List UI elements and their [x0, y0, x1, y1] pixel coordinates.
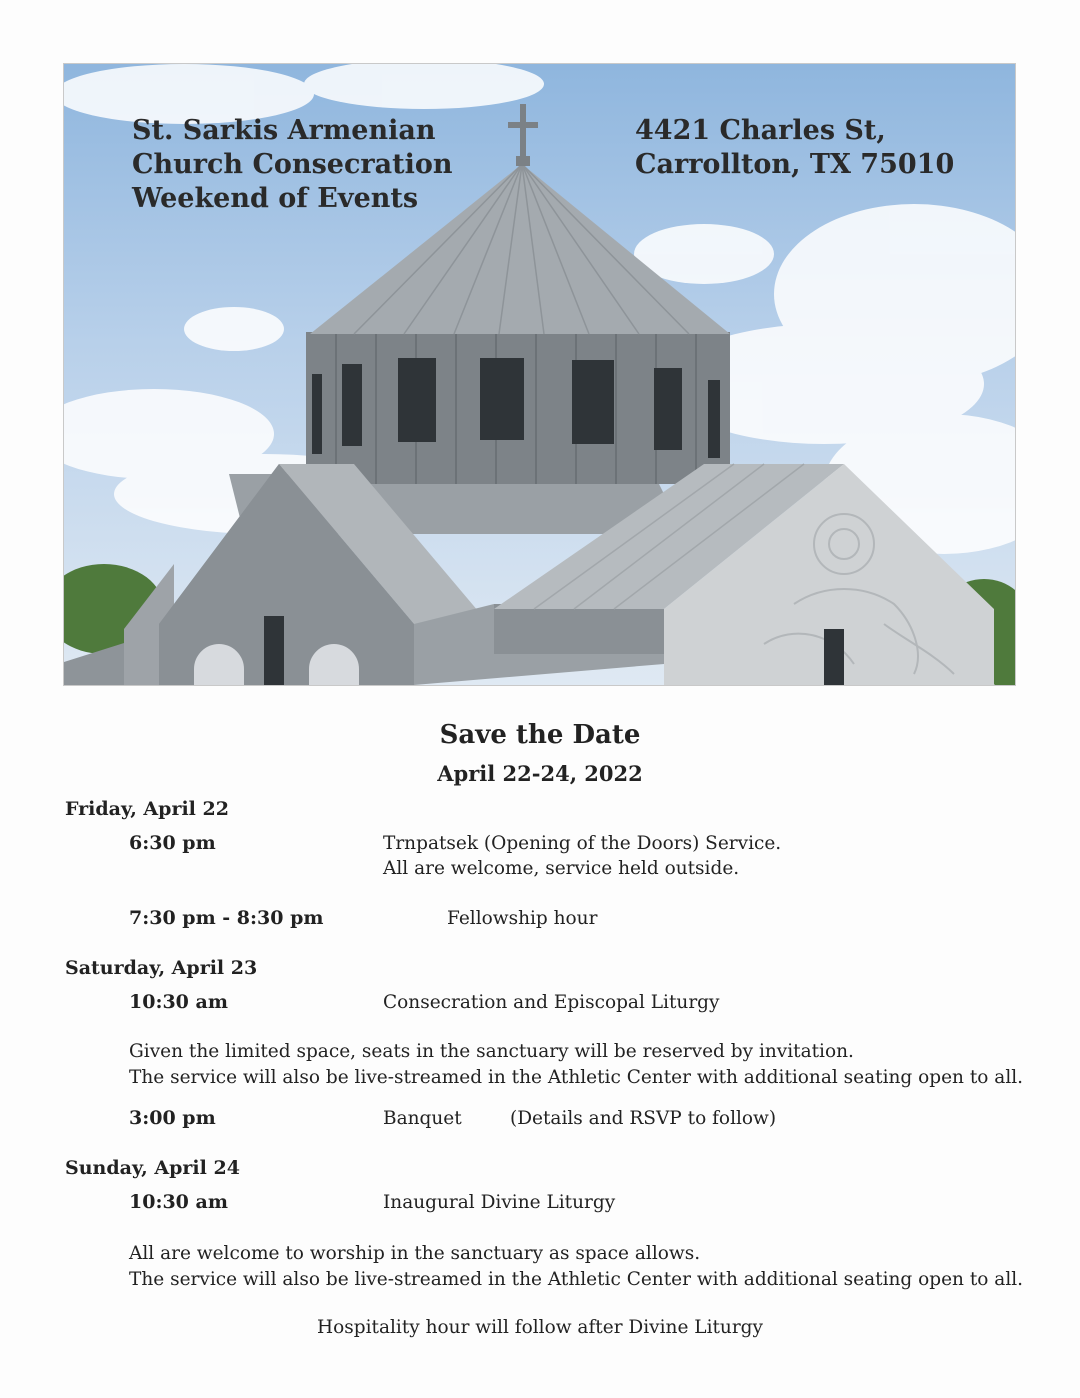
day-heading-saturday: Saturday, April 23 [65, 957, 258, 979]
save-the-date-heading: Save the Date [439, 720, 641, 750]
note-line: Given the limited space, seats in the sanctuary will be reserved by invitation. [129, 1041, 854, 1062]
church-address [635, 114, 954, 182]
saturday-note [129, 1039, 1023, 1091]
event-time: 3:00 pm [129, 1107, 216, 1129]
event-detail: (Details and RSVP to follow) [510, 1108, 777, 1129]
event-description: Banquet [383, 1108, 462, 1129]
event-title-line: St. Sarkis Armenian [132, 115, 436, 146]
event-date-range: April 22-24, 2022 [437, 761, 643, 786]
event-time: 10:30 am [129, 991, 228, 1013]
sunday-note [129, 1241, 1023, 1293]
event-description: Fellowship hour [447, 908, 598, 929]
event-description: Consecration and Episcopal Liturgy [383, 992, 720, 1013]
hero-photo [63, 63, 1016, 686]
event-time: 7:30 pm - 8:30 pm [129, 907, 324, 929]
day-heading-friday: Friday, April 22 [65, 798, 229, 820]
event-description-line: All are welcome, service held outside. [383, 858, 740, 879]
address-line: Carrollton, TX 75010 [635, 149, 955, 180]
note-line: The service will also be live-streamed in the Athletic Center with additional seating open to all. [129, 1067, 1024, 1088]
note-line: All are welcome to worship in the sanctuary as space allows. [129, 1243, 701, 1264]
event-time: 6:30 pm [129, 832, 216, 854]
event-description-line: Trnpatsek (Opening of the Doors) Service. [383, 833, 782, 854]
day-heading-sunday: Sunday, April 24 [65, 1157, 240, 1179]
event-description [383, 831, 781, 881]
event-description: Inaugural Divine Liturgy [383, 1192, 616, 1213]
hospitality-note: Hospitality hour will follow after Divine Liturgy [317, 1317, 763, 1338]
event-title-line: Church Consecration [132, 149, 453, 180]
event-time: 10:30 am [129, 1191, 228, 1213]
event-title-line: Weekend of Events [132, 183, 419, 214]
note-line: The service will also be live-streamed in the Athletic Center with additional seating open to all. [129, 1269, 1024, 1290]
event-title [132, 114, 452, 216]
address-line: 4421 Charles St, [635, 115, 886, 146]
